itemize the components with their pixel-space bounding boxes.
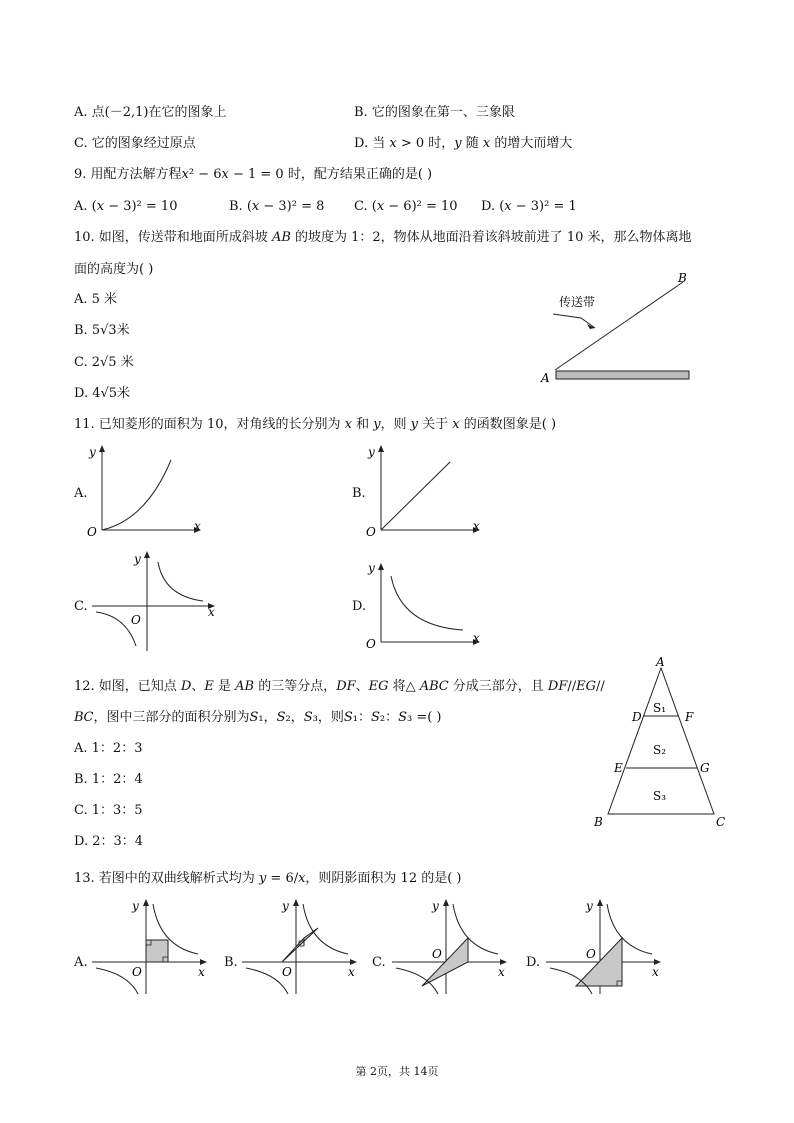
q13-graph-d <box>542 896 670 996</box>
ground-bar <box>556 371 689 379</box>
q12-triangle-figure <box>590 654 740 832</box>
y-axis-label: y <box>432 899 439 913</box>
q12-stem-line1: 12. 如图，已知点 𝐷、𝐸 是 𝐴𝐵 的三等分点，𝐷𝐹、𝐸𝐺 将△ 𝐴𝐵𝐶 分成三部分，且 𝐷𝐹//𝐸𝐺// <box>74 679 605 694</box>
y-axis-label: y <box>368 445 375 459</box>
q8-option-d: D. 当 𝑥 > 0 时，𝑦 随 𝑥 的增大而增大 <box>354 136 573 151</box>
origin-label: O <box>586 947 596 961</box>
q10-conveyor-figure <box>535 268 700 386</box>
region-s1-label: S₁ <box>653 701 667 715</box>
q9-option-d: D. (𝑥 − 3)² = 1 <box>481 199 577 214</box>
y-axis-label: y <box>586 899 593 913</box>
x-axis-label: x <box>498 965 505 979</box>
origin-label: O <box>131 613 141 627</box>
q13-option-c-label: C. <box>372 955 386 970</box>
q9-option-a: A. (𝑥 − 3)² = 10 <box>74 199 178 214</box>
point-g-label: G <box>700 761 710 775</box>
q10-stem-line1: 10. 如图，传送带和地面所成斜坡 𝐴𝐵 的坡度为 1：2，物体从地面沿着该斜坡前进了 10 米，那么物体离地 <box>74 230 692 245</box>
point-e-label: E <box>614 761 623 775</box>
q13-option-b-label: B. <box>224 955 238 970</box>
q11-option-c-label: C. <box>74 599 88 614</box>
q12-stem-line2: 𝐵𝐶，图中三部分的面积分别为𝑆₁，𝑆₂，𝑆₃，则𝑆₁：𝑆₂：𝑆₃ =( ) <box>74 710 442 725</box>
region-s2-label: S₂ <box>653 743 667 757</box>
belt-label: 传送带 <box>559 295 596 309</box>
origin-label: O <box>87 525 97 539</box>
y-axis-label: y <box>132 899 139 913</box>
q10-stem-line2: 面的高度为( ) <box>74 262 154 277</box>
q10-option-d: D. 4√5米 <box>74 386 131 401</box>
point-f-label: F <box>685 710 694 724</box>
q12-option-c: C. 1：3：5 <box>74 803 143 818</box>
line-proportional <box>381 462 450 530</box>
q11-graph-a <box>86 440 206 540</box>
x-axis-label: x <box>473 631 480 645</box>
q13-stem: 13. 若图中的双曲线解析式均为 𝑦 = 6/𝑥，则阴影面积为 12 的是( ) <box>74 871 462 886</box>
q13-graph-b <box>238 896 366 996</box>
origin-label: O <box>366 637 376 651</box>
y-axis-label: y <box>89 445 96 459</box>
q11-graph-b <box>365 440 485 540</box>
q8-option-c: C. 它的图象经过原点 <box>74 136 196 151</box>
point-label-b: B <box>678 271 687 285</box>
q13-option-a-label: A. <box>74 955 88 970</box>
q13-graph-c <box>388 896 516 996</box>
hyperbola-branch-upper <box>303 904 348 954</box>
curve-inverse <box>391 576 463 630</box>
y-axis-label: y <box>368 561 375 575</box>
hyperbola-branch-upper <box>158 562 203 601</box>
origin-label: O <box>432 947 442 961</box>
q10-option-a: A. 5 米 <box>74 292 118 307</box>
q11-option-d-label: D. <box>352 599 367 614</box>
x-axis-label: x <box>194 519 201 533</box>
y-axis-label: y <box>282 899 289 913</box>
q13-option-d-label: D. <box>526 955 541 970</box>
origin-label: O <box>282 965 292 979</box>
y-axis-label: y <box>134 552 141 566</box>
q12-option-d: D. 2：3：4 <box>74 834 144 849</box>
origin-label: O <box>132 965 142 979</box>
q11-graph-c <box>86 546 226 656</box>
q8-option-a: A. 点(－2,1)在它的图象上 <box>74 105 227 120</box>
vertex-b-label: B <box>594 815 603 829</box>
curve-parabola <box>102 460 171 530</box>
page-number-footer: 第 2页，共 14页 <box>355 1065 439 1078</box>
region-s3-label: S₃ <box>653 789 667 803</box>
q9-option-b: B. (𝑥 − 3)² = 8 <box>229 199 325 214</box>
q11-graph-d <box>365 556 485 654</box>
x-axis-label: x <box>198 965 205 979</box>
vertex-c-label: C <box>716 815 726 829</box>
q11-option-a-label: A. <box>74 486 88 501</box>
x-axis-label: x <box>473 519 480 533</box>
q8-option-b: B. 它的图象在第一、三象限 <box>354 105 515 120</box>
x-axis-label: x <box>652 965 659 979</box>
point-label-a: A <box>541 371 550 385</box>
shaded-triangle <box>282 928 318 962</box>
vertex-a-label: A <box>656 655 665 669</box>
q11-stem: 11. 已知菱形的面积为 10，对角线的长分别为 𝑥 和 𝑦，则 𝑦 关于 𝑥 的函数图象是( ) <box>74 417 557 432</box>
x-axis-label: x <box>348 965 355 979</box>
q10-option-c: C. 2√5 米 <box>74 355 134 370</box>
point-d-label: D <box>632 710 642 724</box>
x-axis-label: x <box>208 605 215 619</box>
q11-option-b-label: B. <box>352 486 366 501</box>
q9-option-c: C. (𝑥 − 6)² = 10 <box>354 199 458 214</box>
q12-option-b: B. 1：2：4 <box>74 772 143 787</box>
q9-stem: 9. 用配方法解方程𝑥² − 6𝑥 − 1 = 0 时，配方结果正确的是( ) <box>74 167 433 182</box>
hyperbola-branch-lower <box>96 612 136 646</box>
q13-graph-a <box>88 896 216 996</box>
shaded-rectangle <box>146 940 168 962</box>
origin-label: O <box>366 525 376 539</box>
q12-option-a: A. 1：2：3 <box>74 741 143 756</box>
q10-option-b: B. 5√3米 <box>74 323 130 338</box>
